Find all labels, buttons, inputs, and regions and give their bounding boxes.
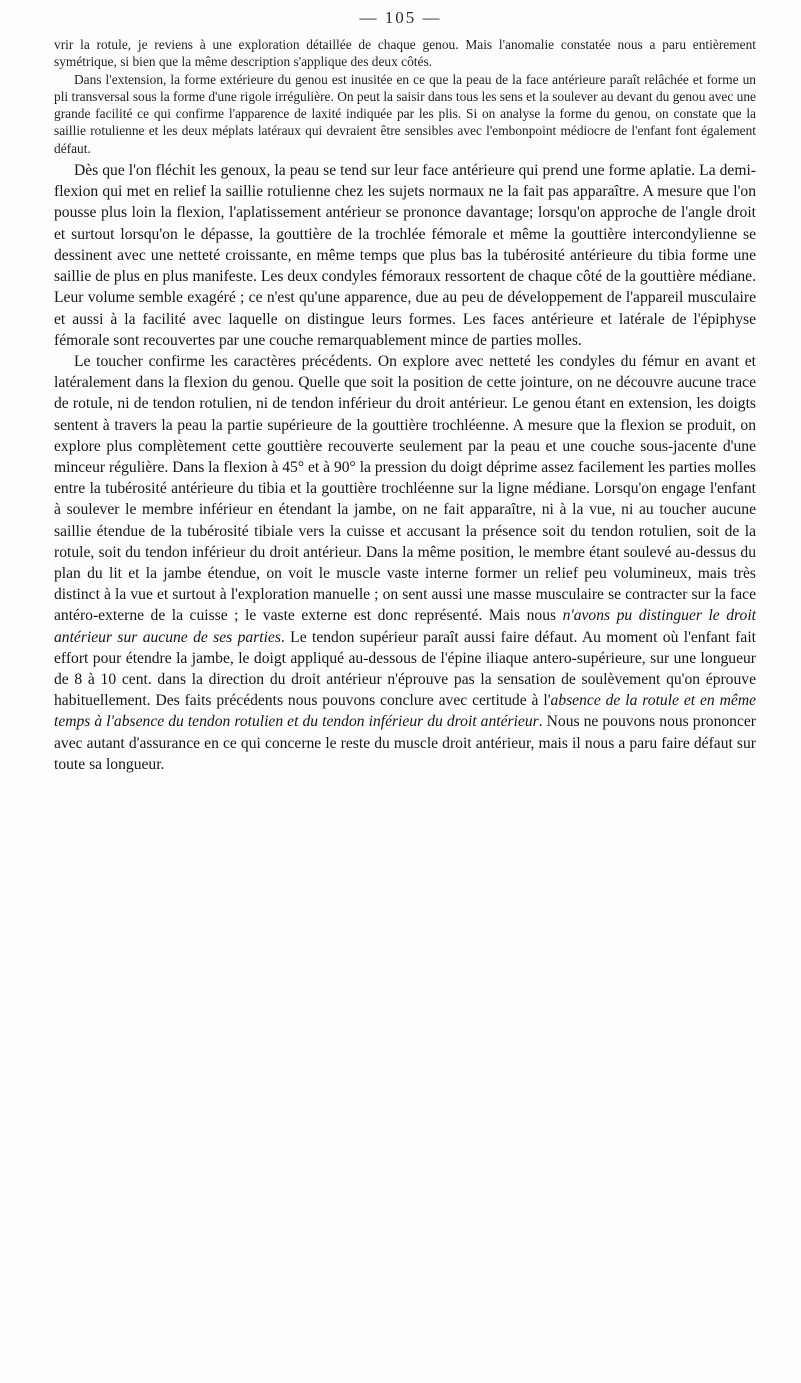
text-segment: . Le tendon supérieur paraît aussi faire défaut. Au moment où l'enfant fait effort pour étendre la jambe, le doigt appliqué au-dessous de l'épine iliaque antero-supérieure, sur une longueur de 8 à 10 cent. dans la direction du droit antérieur n'éprouve pas la sensation de soulèvement qu'on éprouve habituellement. Des faits précédents nous pouvons conclure avec certitude à l' (54, 628, 756, 710)
text-segment: Dans l'extension, la forme extérieure du genou est inusitée en ce que la peau de la face antérieure paraît relâchée et forme un pli transversal sous la forme d'une rigole irrégulière. On peut la saisir dans tous les sens et la soulever au devant du genou avec une grande facilité ce qui confirme l'apparence de laxité indiquée par les plis. Si on analyse la forme du genou, on constate que la saillie rotulienne et les deux méplats latéraux qui devraient être sensibles avec l'embonpoint médiocre de l'enfant font également défaut. (54, 71, 756, 156)
text-segment: Le toucher confirme les caractères précédents. On explore avec netteté les condyles du fémur en avant et latéralement dans la flexion du genou. Quelle que soit la position de cette jointure, on ne découvre aucune trace de rotule, ni de tendon rotulien, ni de tendon inférieur du droit antérieur. Le genou étant en extension, les doigts sentent à travers la peau la partie supérieure de la gouttière trochléenne. A mesure que la flexion se produit, on explore plus complètement cette gouttière recouverte seulement par la peau et une couche sous-jacente d'une minceur régulière. Dans la flexion à 45° et à 90° la pression du doigt déprime assez facilement les parties molles entre la tubérosité antérieure du tibia et la gouttière trochléenne sur la ligne médiane. Lorsqu'on engage l'enfant à soulever le membre inférieur en étendant la jambe, on ne fait apparaître, ni à la vue, ni au toucher aucune saillie étendue de la tubérosité tibiale vers la cuisse et accusant la présence soit du tendon rotulien, soit de la rotule, soit du tendon inférieur du droit antérieur. Dans la même position, le membre étant soulevé au-dessus du plan du lit et la jambe étendue, on voit le muscle vaste interne former un relief peu volumineux, mais très distinct à la vue et surtout à l'exploration manuelle ; on sent aussi une masse musculaire se contracter sur la face antéro-externe de la cuisse ; le vaste externe est donc représenté. Mais nous (54, 352, 756, 625)
text-segment: vrir la rotule, je reviens à une exploration détaillée de chaque genou. Mais l'anomalie constatée nous a paru entièrement symétrique, si bien que la même description s'applique des deux côtés. (54, 37, 756, 70)
paragraph-flexion (54, 160, 756, 351)
text-segment: . Nous ne pouvons nous prononcer avec autant d'assurance en ce qui concerne le reste du muscle droit antérieur, mais il nous a paru faire défaut sur toute sa longueur. (54, 713, 756, 773)
paragraph-toucher (54, 351, 756, 775)
italic-text-segment: absence de la rotule et en même temps à l'absence du tendon rotulien et du tendon inférieur du droit antérieur (54, 692, 757, 731)
body-text (54, 36, 756, 775)
page-number: — 105 — (359, 8, 442, 27)
paragraph-extension (54, 71, 756, 157)
paragraph-continuation (54, 36, 756, 71)
italic-text-segment: n'avons pu distinguer le droit antérieur sur aucune de ses parties (54, 607, 756, 646)
text-segment: Dès que l'on fléchit les genoux, la peau se tend sur leur face antérieure qui prend une forme aplatie. La demi-flexion qui met en relief la saillie rotulienne chez les sujets normaux ne la fait pas apparaître. A mesure que l'on pousse plus loin la flexion, l'aplatissement antérieur se prononce davantage; lorsqu'on approche de l'angle droit et surtout lorsqu'on le dépasse, la gouttière de la trochlée fémorale et même la gouttière intercondylienne se dessinent avec une netteté croissante, en même temps que plus bas la tubérosité antérieure du tibia forme une saillie de plus en plus manifeste. Les deux condyles fémoraux ressortent de chaque côté de la gouttière médiane. Leur volume semble exagéré ; ce n'est qu'une apparence, due au peu de développement de l'appareil musculaire et aussi à la facilité avec laquelle on distingue leurs formes. Les faces antérieure et latérale de l'épiphyse fémorale sont recouvertes par une couche remarquablement mince de parties molles. (54, 162, 756, 349)
